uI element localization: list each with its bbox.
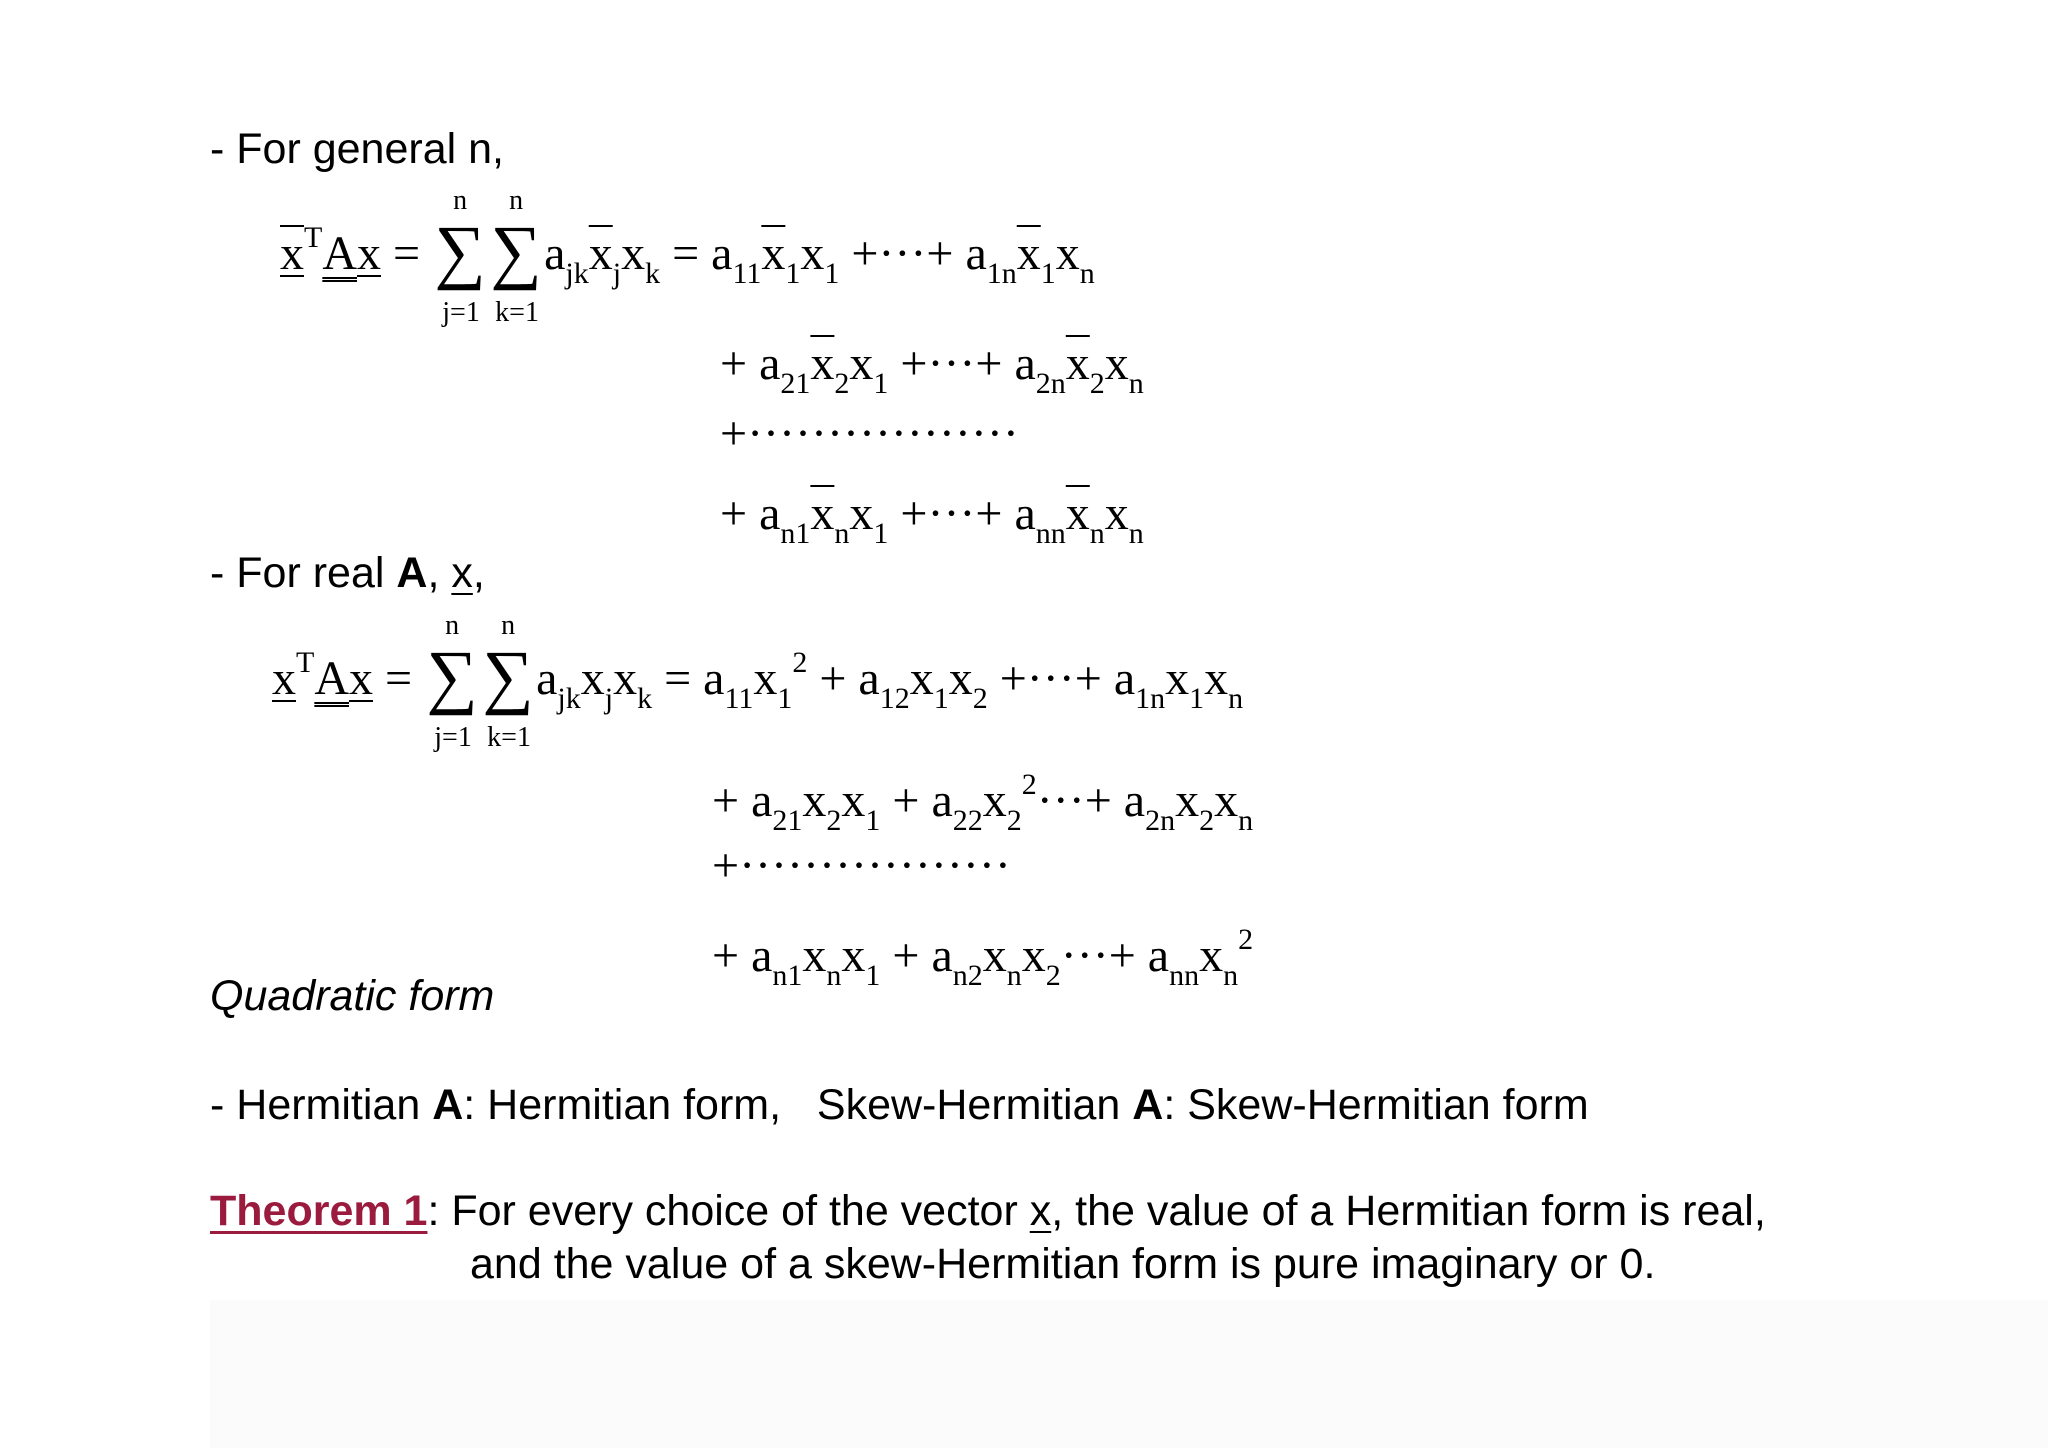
theorem-line-1: Theorem 1: For every choice of the vector x, the value of a Hermitian form is real, bbox=[210, 1187, 1766, 1235]
theorem-label: Theorem 1 bbox=[210, 1187, 428, 1235]
hermitian-sum-equation: $x^TAx$ = n ∑ j=1 n ∑ k=1 $a_{jk}\overline{x}_jx_k = a_{11}\overline{x}_1x_1$ +···+ $a_{1n}\overline{x}_1x_n$ bbox=[280, 185, 1095, 328]
real-dots-row: +················· bbox=[712, 839, 1011, 892]
real-sum-equation: $x^TAx$ = n ∑ j=1 n ∑ k=1 $a_{jk}x_jx_k = a_{11}x_1^2 + a_{12}x_1x_2$ +···+ $a_{1n}x_1x_n$ bbox=[272, 610, 1244, 753]
hermitian-row-2: + $a_{21}\overline{x}_2x_1$ +···+ $a_{2n}\overline{x}_2x_n$ bbox=[720, 337, 1144, 400]
quadratic-form-label: Quadratic form bbox=[210, 972, 495, 1020]
hermitian-dots-row: +················· bbox=[720, 407, 1019, 460]
real-case-heading: - For real A, x, bbox=[210, 549, 485, 597]
theorem-line-2: and the value of a skew-Hermitian form is pure imaginary or 0. bbox=[470, 1240, 1656, 1288]
sum-symbol-j-real: n ∑ j=1 bbox=[426, 610, 478, 753]
real-row-2: + $a_{21}x_2x_1 + a_{22}x_2^2\cdot\cdot\cdot+ a_{2n}x_2x_n$ bbox=[712, 768, 1254, 837]
sum-symbol-k-real: n ∑ k=1 bbox=[482, 610, 534, 753]
sum-symbol-k: n ∑ k=1 bbox=[490, 185, 542, 328]
hermitian-form-line: - Hermitian A: Hermitian form, Skew-Hermitian A: Skew-Hermitian form bbox=[210, 1081, 1589, 1129]
general-n-heading: - For general n, bbox=[210, 125, 504, 173]
hermitian-row-n: + $a_{n1}\overline{x}_nx_1$ +···+ $a_{nn}\overline{x}_nx_n$ bbox=[720, 487, 1144, 550]
background-band bbox=[210, 1300, 2048, 1448]
sum-symbol-j: n ∑ j=1 bbox=[434, 185, 486, 328]
real-row-n: + $a_{n1}x_nx_1 + a_{n2}x_nx_2\cdot\cdot\cdot+ a_{nn}x_n^2$ bbox=[712, 923, 1254, 992]
